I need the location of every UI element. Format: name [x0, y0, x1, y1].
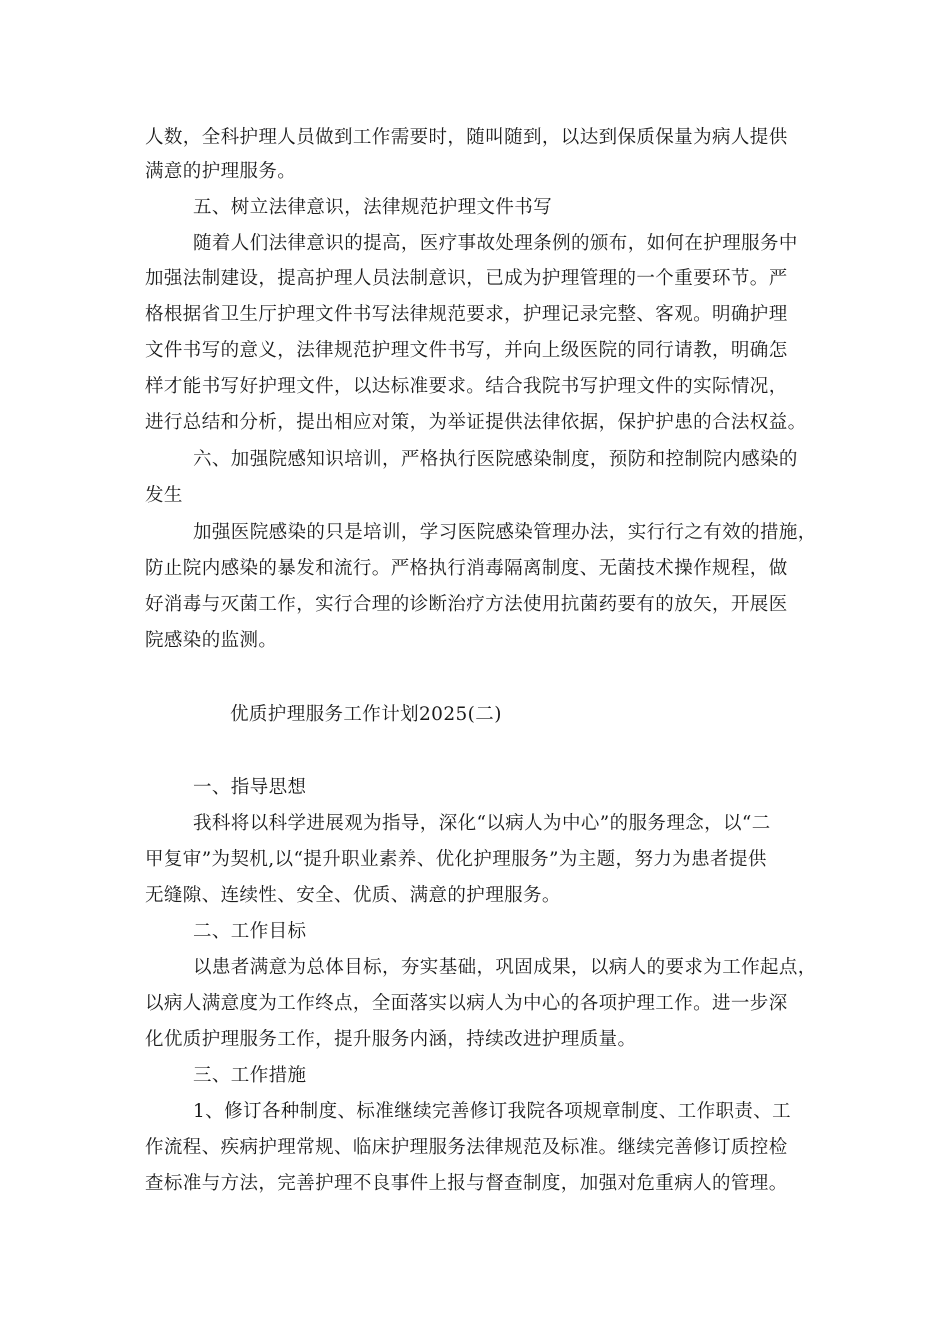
paragraph-line: 防止院内感染的暴发和流行。严格执行消毒隔离制度、无菌技术操作规程，做 [145, 558, 788, 579]
paragraph-line: 人数，全科护理人员做到工作需要时，随叫随到，以达到保质保量为病人提供 [145, 127, 788, 148]
paragraph-line: 化优质护理服务工作，提升服务内涵，持续改进护理质量。 [145, 1029, 637, 1050]
paragraph-line: 好消毒与灭菌工作，实行合理的诊断治疗方法使用抗菌药要有的放矢，开展医 [145, 594, 788, 615]
paragraph-line: 1、修订各种制度、标准继续完善修订我院各项规章制度、工作职责、工 [193, 1101, 792, 1122]
section-heading-cont: 发生 [145, 485, 183, 506]
paragraph-line: 进行总结和分析，提出相应对策，为举证提供法律依据，保护护患的合法权益。 [145, 412, 807, 433]
paragraph-line: 以患者满意为总体目标，夯实基础，巩固成果，以病人的要求为工作起点， [193, 957, 817, 978]
paragraph-line: 以病人满意度为工作终点，全面落实以病人为中心的各项护理工作。进一步深 [145, 993, 788, 1014]
paragraph-line: 满意的护理服务。 [145, 161, 297, 182]
paragraph-line: 院感染的监测。 [145, 630, 278, 651]
section-heading: 一、指导思想 [193, 777, 307, 798]
paragraph-line: 无缝隙、连续性、安全、优质、满意的护理服务。 [145, 885, 561, 906]
paragraph-line: 我科将以科学进展观为指导，深化“以病人为中心”的服务理念，以“二 [193, 813, 771, 834]
paragraph-line: 随着人们法律意识的提高，医疗事故处理条例的颁布，如何在护理服务中 [193, 233, 798, 254]
section-heading: 六、加强院感知识培训，严格执行医院感染制度，预防和控制院内感染的 [193, 449, 798, 470]
section-heading: 三、工作措施 [193, 1065, 307, 1086]
paragraph-line: 格根据省卫生厅护理文件书写法律规范要求，护理记录完整、客观。明确护理 [145, 304, 788, 325]
paragraph-line: 样才能书写好护理文件，以达标准要求。结合我院书写护理文件的实际情况， [145, 376, 788, 397]
paragraph-line: 加强医院感染的只是培训，学习医院感染管理办法，实行行之有效的措施， [193, 522, 817, 543]
paragraph-line: 甲复审”为契机,以“提升职业素养、优化护理服务”为主题，努力为患者提供 [145, 849, 767, 870]
paragraph-line: 加强法制建设，提高护理人员法制意识，已成为护理管理的一个重要环节。严 [145, 268, 788, 289]
paragraph-line: 查标准与方法，完善护理不良事件上报与督查制度，加强对危重病人的管理。 [145, 1173, 788, 1194]
section-heading: 五、树立法律意识，法律规范护理文件书写 [193, 197, 553, 218]
section-heading: 二、工作目标 [193, 921, 307, 942]
paragraph-line: 作流程、疾病护理常规、临床护理服务法律规范及标准。继续完善修订质控检 [145, 1137, 788, 1158]
document-title: 优质护理服务工作计划2025(二) [230, 704, 502, 725]
paragraph-line: 文件书写的意义，法律规范护理文件书写，并向上级医院的同行请教，明确怎 [145, 340, 788, 361]
